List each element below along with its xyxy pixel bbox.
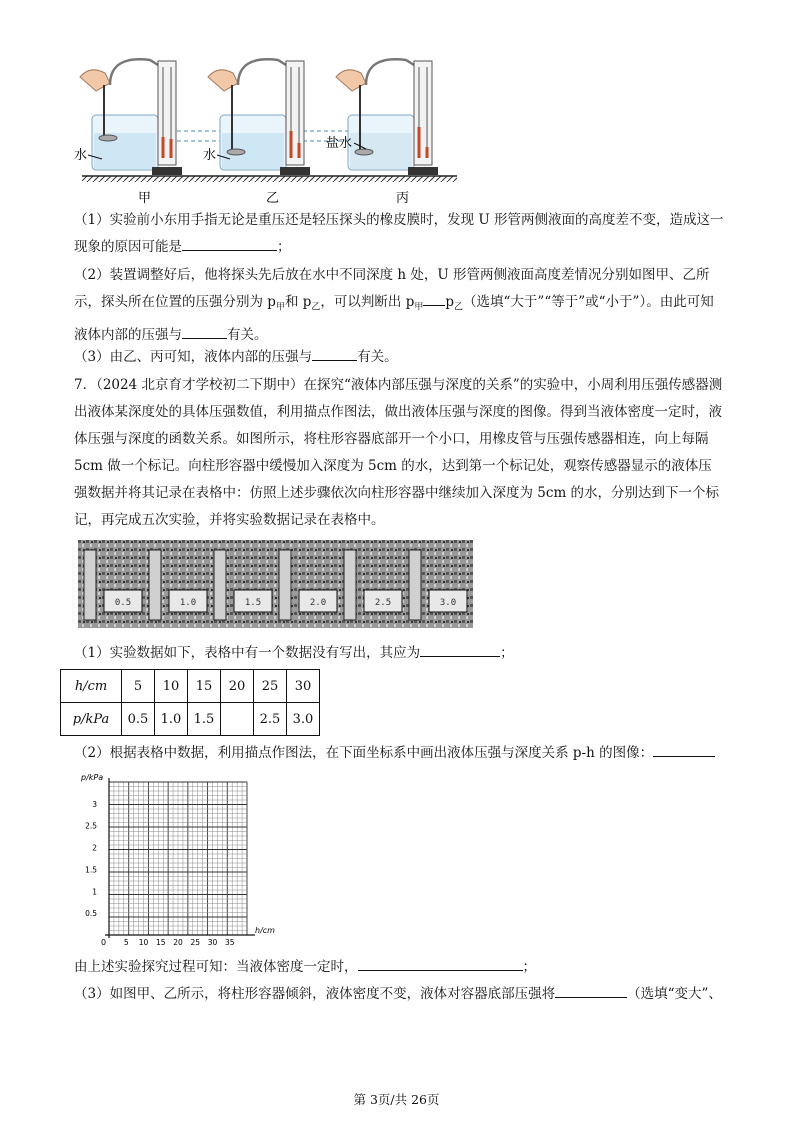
y-tick-label: 2.5 (85, 821, 97, 831)
x-tick-label: 25 (190, 938, 201, 947)
table-cell: 0.5 (122, 703, 155, 736)
container-4 (279, 550, 291, 620)
x-tick-label: 35 (224, 938, 235, 947)
q7-part3: （3）如图甲、乙所示，将柱形容器倾斜，液体密度不变，液体对容器底部压强将 （选填“变大”、 (74, 981, 724, 1008)
q7-part2: （2）根据表格中数据，利用描点作图法，在下面坐标系中画出液体压强与深度关系 p-h 的图像： (74, 740, 724, 767)
answer-blank[interactable] (182, 324, 227, 339)
sensor-reading-3: 1.5 (244, 598, 262, 608)
x-tick-label: 20 (173, 938, 183, 947)
sensor-reading-6: 3.0 (439, 598, 457, 608)
q6-part2: （2）装置调整好后，他将探头先后放在水中不同深度 h 处，U 形管两侧液面高度差情况分别如图甲、乙所示，探头所在位置的压强分别为 $p_甲$和 $p_乙$，可以判断出 $p_甲$ $p_乙$（选填“大于”“等于”或“小于”）。由此可知液体内部的压强与 有关。 (74, 267, 714, 343)
container-2 (149, 550, 161, 620)
table-cell: 10 (155, 670, 188, 703)
manometer-figure (70, 55, 470, 205)
x-tick-label: 5 (123, 938, 129, 947)
y-tick-label: 3 (92, 799, 97, 809)
fig-label-jia: 甲 (138, 191, 152, 205)
table-header-cell: h/cm (61, 670, 122, 703)
q6-part1: （1）实验前小东用手指无论是重压还是轻压探头的橡皮膜时，发现 U 形管两侧液面的高度差不变，造成这一现象的原因可能是 ； (74, 212, 724, 255)
answer-blank[interactable] (420, 642, 500, 657)
table-cell: 30 (287, 670, 320, 703)
y-tick-label: 1 (92, 887, 97, 897)
table-row (61, 703, 320, 736)
q7-part1: （1）实验数据如下，表格中有一个数据没有写出，其应为 ； (74, 640, 724, 667)
sensor-reading-4: 2.0 (309, 598, 327, 608)
answer-blank[interactable] (358, 956, 523, 971)
page-footer: 第 3页/共 26页 (353, 1092, 440, 1107)
answer-blank[interactable] (312, 346, 357, 361)
y-tick-label: 0.5 (85, 909, 97, 919)
table-cell: 15 (188, 670, 221, 703)
y-tick-label: 1.5 (85, 865, 97, 875)
ph-graph (75, 770, 275, 950)
sensor-reading-1: 0.5 (114, 598, 132, 608)
sensor-reading-2: 1.0 (179, 598, 197, 608)
container-3 (214, 550, 226, 620)
table-row (61, 670, 320, 703)
table-header-cell: p/kPa (61, 703, 122, 736)
fig-label-yi: 乙 (266, 191, 280, 205)
table-cell-empty[interactable] (221, 703, 254, 736)
graph-origin: 0 (101, 938, 107, 947)
container-1 (84, 550, 96, 620)
liquid-label-yi: 水 (203, 148, 217, 163)
table-cell: 3.0 (287, 703, 320, 736)
table-cell: 25 (254, 670, 287, 703)
y-tick-label: 2 (92, 843, 97, 853)
table-cell: 5 (122, 670, 155, 703)
setup-yi (208, 59, 310, 175)
sensor-photo-strip (78, 540, 473, 628)
sensor-reading-5: 2.5 (374, 598, 392, 608)
table-cell: 2.5 (254, 703, 287, 736)
graph-xlabel: h/cm (255, 926, 275, 935)
x-tick-label: 30 (207, 938, 218, 947)
table-cell: 1.0 (155, 703, 188, 736)
table-cell: 1.5 (188, 703, 221, 736)
graph-ylabel: p/kPa (81, 773, 104, 782)
container-5 (344, 550, 356, 620)
setup-jia (80, 59, 182, 175)
data-table (60, 669, 320, 736)
q7-intro: 7．（2024 北京育才学校初二下期中）在探究“液体内部压强与深度的关系”的实验中，小周利用压强传感器测出液体某深度处的具体压强数值，利用描点作图法，做出液体压强与深度的图像。得到当液体密度一定时，液体压强与深度的函数关系。如图所示，将柱形容器底部开一个小口，用橡皮管与压强传感器相连，向上每隔 5cm 做一个标记。向柱形容器中缓慢加入深度为 5cm 的水，达到第一个标记处，观察传感器显示的液体压强数据并将其记录在表格中：仿照上述步骤依次向柱形容器中继续加入深度为 5cm 的水，分别达到下一个标记，再完成五次实验，并将实验数据记录在表格中。 (74, 377, 723, 528)
container-6 (409, 550, 421, 620)
x-tick-label: 15 (155, 938, 166, 947)
answer-blank[interactable] (653, 742, 715, 757)
answer-blank[interactable] (182, 236, 277, 251)
q6-part3: （3）由乙、丙可知，液体内部的压强与 有关。 (74, 344, 724, 371)
answer-blank[interactable] (555, 983, 627, 998)
graph-grid (109, 782, 247, 935)
q7-conclusion: 由上述实验探究过程可知：当液体密度一定时， ； (74, 954, 724, 981)
liquid-label-bing: 盐水 (326, 136, 353, 151)
table-cell: 20 (221, 670, 254, 703)
fig-label-bing: 丙 (396, 191, 410, 205)
setup-bing (336, 59, 438, 175)
liquid-label-jia: 水 (74, 148, 88, 163)
x-tick-label: 10 (138, 938, 149, 947)
answer-blank[interactable] (423, 291, 445, 306)
